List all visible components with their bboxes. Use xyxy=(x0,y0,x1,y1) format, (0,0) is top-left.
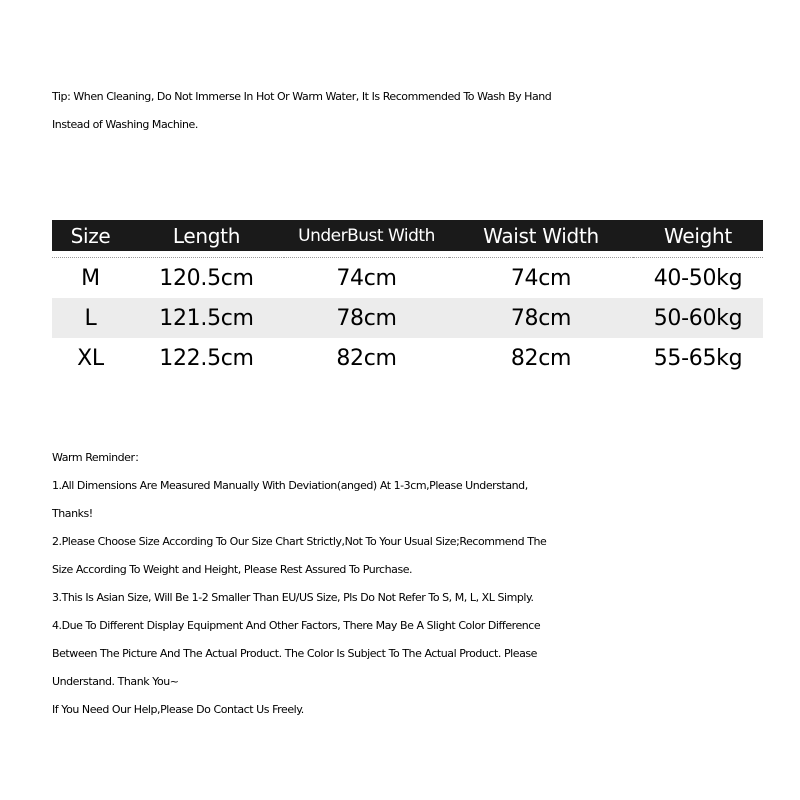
cell-weight: 55-65kg xyxy=(653,345,743,371)
cell-size: XL xyxy=(77,345,104,371)
table-row xyxy=(52,298,763,338)
header-waist-width: Waist Width xyxy=(449,220,633,251)
table-header-row xyxy=(52,220,763,251)
header-length: Length xyxy=(129,220,284,251)
reminder-line: Size According To Weight and Height, Please Rest Assured To Purchase. xyxy=(52,563,413,576)
cell-weight: 40-50kg xyxy=(653,265,743,291)
size-chart-table xyxy=(52,220,763,378)
reminder-line: If You Need Our Help,Please Do Contact Us Freely. xyxy=(52,703,304,716)
cell-underbust-width: 82cm xyxy=(336,345,397,371)
header-weight: Weight xyxy=(633,220,763,251)
cell-waist-width: 78cm xyxy=(449,298,633,338)
cell-length: 122.5cm xyxy=(159,345,254,371)
header-size: Size xyxy=(52,220,129,251)
washing-tip xyxy=(52,83,772,139)
table-row xyxy=(52,258,763,299)
cell-size: M xyxy=(81,265,100,291)
reminder-line: 4.Due To Different Display Equipment And Other Factors, There May Be A Slight Color Difference xyxy=(52,619,541,632)
tip-line-2: Instead of Washing Machine. xyxy=(52,118,198,131)
reminder-line: Thanks! xyxy=(52,507,93,520)
cell-underbust-width: 78cm xyxy=(284,298,449,338)
cell-weight: 50-60kg xyxy=(633,298,763,338)
cell-length: 120.5cm xyxy=(159,265,254,291)
cell-waist-width: 82cm xyxy=(510,345,572,371)
cell-size: L xyxy=(52,298,129,338)
cell-waist-width: 74cm xyxy=(510,265,572,291)
reminder-line: 1.All Dimensions Are Measured Manually With Deviation(anged) At 1-3cm,Please Understand, xyxy=(52,479,528,492)
tip-line-1: Tip: When Cleaning, Do Not Immerse In Hot Or Warm Water, It Is Recommended To Wash By Hand xyxy=(52,90,552,103)
table-row xyxy=(52,338,763,378)
reminder-line: 3.This Is Asian Size, Will Be 1-2 Smaller Than EU/US Size, Pls Do Not Refer To S, M, L, XL Simply. xyxy=(52,591,534,604)
reminder-line: 2.Please Choose Size According To Our Size Chart Strictly,Not To Your Usual Size;Recommend The xyxy=(52,535,547,548)
reminder-line: Understand. Thank You~ xyxy=(52,675,179,688)
reminder-title: Warm Reminder： xyxy=(52,451,146,464)
cell-length: 121.5cm xyxy=(129,298,284,338)
cell-underbust-width: 74cm xyxy=(336,265,397,291)
warm-reminder xyxy=(52,444,772,724)
reminder-line: Between The Picture And The Actual Product. The Color Is Subject To The Actual Product. Please xyxy=(52,647,537,660)
header-underbust-width: UnderBust Width xyxy=(284,220,449,251)
